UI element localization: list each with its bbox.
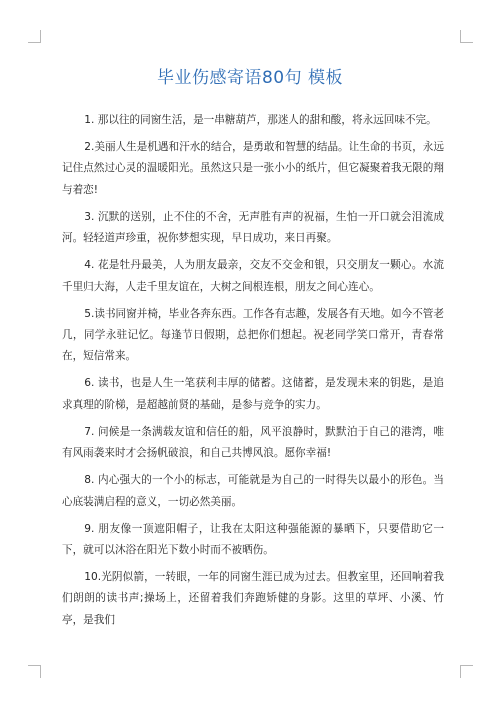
crop-mark-bottom-left — [28, 665, 41, 678]
crop-mark-bottom-right — [460, 665, 473, 678]
paragraph-5: 5.读书同窗并椅，毕业各奔东西。工作各有志趣，发展各有天地。如今不管老几，同学永驻记忆。每逢节日假期，总把你们想起。祝老同学笑口常开，青春常在，短信常来。 — [62, 307, 444, 363]
paragraph-3: 3. 沉默的送别，止不住的不舍，无声胜有声的祝福，生怕一开口就会泪流成河。轻轻道声珍重，祝你梦想实现，早日成功，来日再聚。 — [62, 210, 444, 245]
paragraph-2: 2.美丽人生是机遇和汗水的结合，是勇敢和智慧的结晶。让生命的书页，永远记住点然过心灵的温暖阳光。虽然这只是一张小小的纸片，但它凝聚着我无限的翔与着恋! — [62, 141, 444, 196]
paragraph-6: 6. 读书，也是人生一笔获利丰厚的储蓄。这储蓄，是发现未来的钥匙，是追求真理的阶梯，是超越前贤的基础，是参与竞争的实力。 — [62, 377, 444, 411]
crop-mark-top-right — [460, 30, 473, 43]
paragraph-8: 8. 内心强大的一个小的标志，可能就是为自己的一时得失以最小的形色。当心底装满启程的意义，一切必然美丽。 — [62, 474, 444, 508]
paragraph-4: 4. 花是牡丹最美，人为朋友最亲，交友不交金和银，只交朋友一颗心。水流千里归大海，人走千里友谊在，大树之间根连根，朋友之间心连心。 — [62, 259, 444, 293]
document-body — [62, 110, 444, 637]
paragraph-1: 1. 那以往的同窗生活，是一串糖葫芦，那迷人的甜和酸，将永远回味不完。 — [84, 114, 437, 126]
crop-mark-top-left — [28, 30, 41, 43]
paragraph-9: 9. 朋友像一顶遮阳帽子，让我在太阳这种强能源的暴晒下，只要借助它一下，就可以沐浴在阳光下数小时而不被晒伤。 — [62, 522, 444, 557]
paragraph-7: 7. 问候是一条满载友谊和信任的船，风平浪静时，默默泊于自己的港湾，唯有风雨袭来时才会扬帆破浪，和自己共博风浪。愿你幸福! — [62, 425, 444, 460]
document-title: 毕业伤感寄语80句 模板 — [156, 68, 344, 88]
paragraph-10: 10.光阴似箭，一转眼，一年的同窗生涯已成为过去。但教室里，还回响着我们朗朗的读书声;操场上，还留着我们奔跑矫健的身影。这里的草坪、小溪、竹亭，是我们 — [62, 571, 444, 626]
